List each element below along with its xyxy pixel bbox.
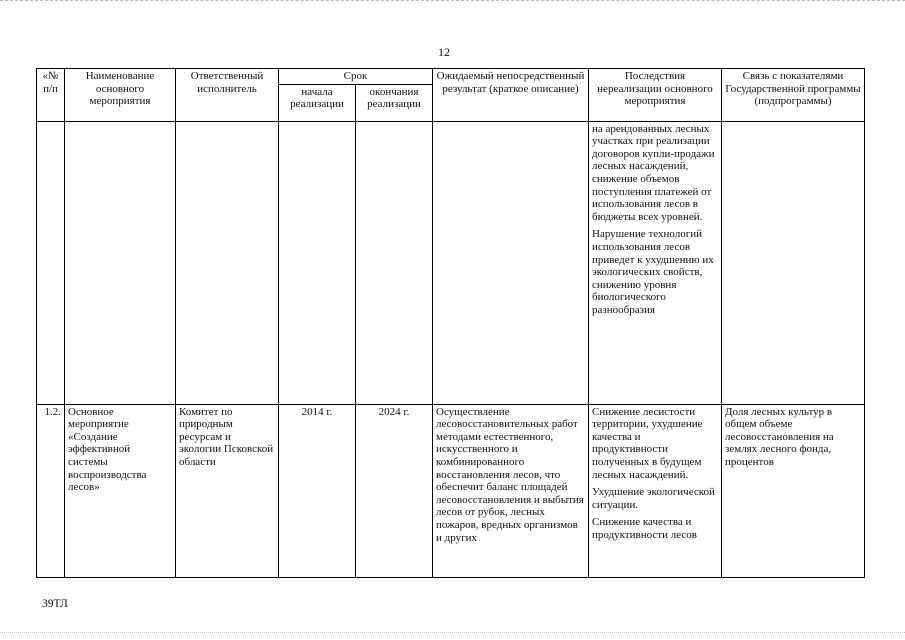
cell-link: Доля лесных культур в общем объеме лесовосстановления на землях лесного фонда, процентов	[722, 404, 865, 577]
footer-code: 39ТЛ	[42, 598, 68, 610]
cell-start: 2014 г.	[279, 404, 356, 577]
header-result: Ожидаемый непосредственный результат (краткое описание)	[433, 69, 589, 122]
header-term: Срок	[279, 69, 433, 85]
cell-link	[722, 121, 865, 404]
cell-responsible: Комитет по природным ресурсам и экологии Псковской области	[176, 404, 279, 577]
consequences-text: Снижение лесистости территории, ухудшение качества и продуктивности полученных в будущем лесных насаждений.	[592, 405, 703, 481]
header-link: Связь с показателями Государственной программы (подпрограммы)	[722, 69, 865, 122]
cell-responsible	[176, 121, 279, 404]
header-responsible: Ответственный исполнитель	[176, 69, 279, 122]
cell-end: 2024 г.	[356, 404, 433, 577]
table-row-continued	[37, 121, 865, 404]
cell-consequences	[589, 404, 722, 577]
page-number: 12	[438, 45, 450, 59]
header-row-1	[37, 69, 865, 85]
cell-result: Осуществление лесовосстановительных работ методами естественного, искусственного и комбинированного восстановления лесов, что обеспечит баланс площадей лесовосстановления и выбытия лесов от рубок, лесных пожаров, вредных организмов и других	[433, 404, 589, 577]
cell-consequences	[589, 121, 722, 404]
cell-result	[433, 121, 589, 404]
table-row-1-2	[37, 404, 865, 577]
cell-start	[279, 121, 356, 404]
consequences-text: Нарушение технологий использования лесов приведет к ухудшению их экологических свойств, снижению уровня биологического разнообразия	[592, 228, 714, 316]
header-name: Наименование основного мероприятия	[65, 69, 176, 122]
cell-name	[65, 121, 176, 404]
header-end: окончания реализации	[356, 84, 433, 121]
consequences-text: на арендованных лесных участках при реализации договоров купли-продажи лесных насаждений, снижение объемов поступления платежей от использования лесов в бюджеты всех уровней.	[592, 122, 715, 223]
cell-num: 1.2.	[37, 404, 65, 577]
cell-num	[37, 121, 65, 404]
cell-name: Основное мероприятие «Создание эффективной системы воспроизводства лесов»	[65, 404, 176, 577]
header-consequences: Последствия нереализации основного мероприятия	[589, 69, 722, 122]
header-num: «№ п/п	[37, 69, 65, 122]
cell-end	[356, 121, 433, 404]
scan-edge-top	[0, 0, 905, 4]
consequences-text: Снижение качества и продуктивности лесов	[592, 516, 697, 541]
header-start: начала реализации	[279, 84, 356, 121]
scan-edge-bottom	[0, 632, 905, 635]
measures-table	[36, 68, 865, 578]
consequences-text: Ухудшение экологической ситуации.	[592, 486, 715, 511]
